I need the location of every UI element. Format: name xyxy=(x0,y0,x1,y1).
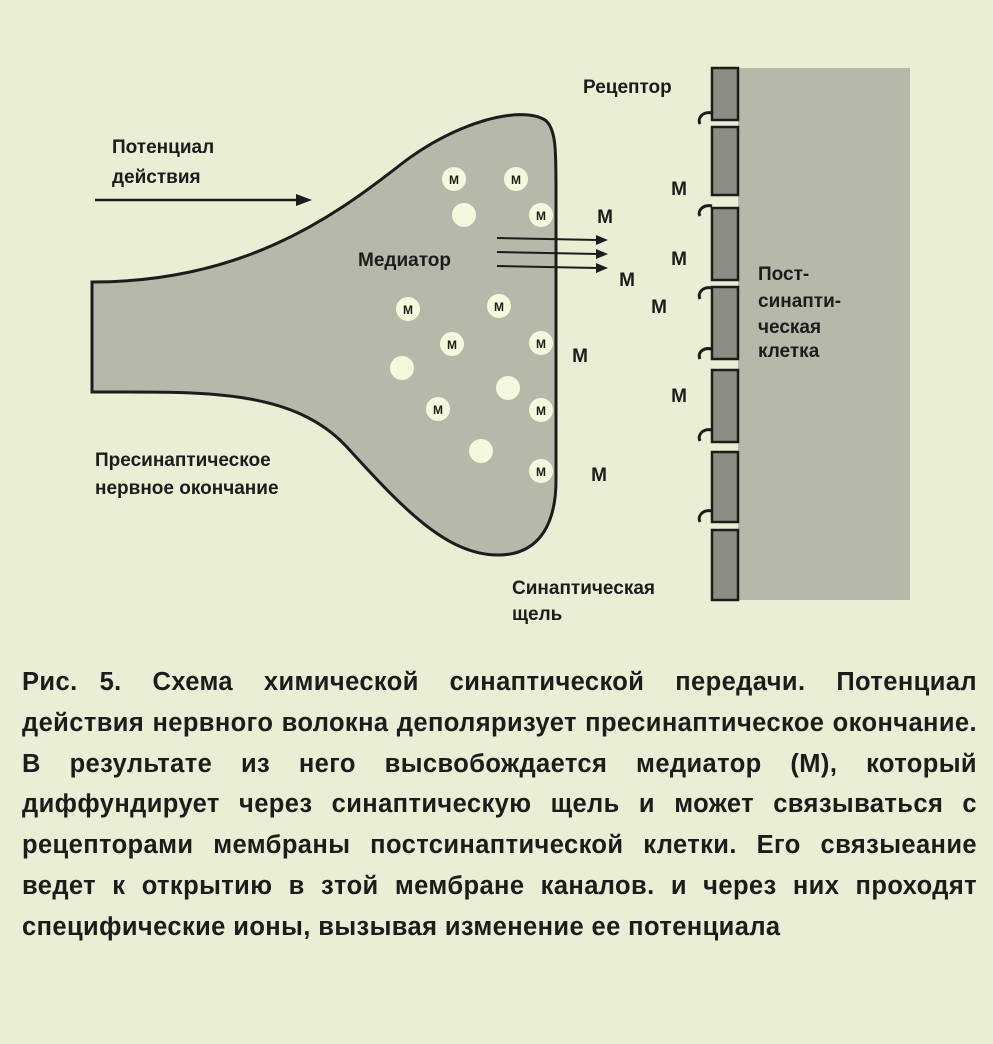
mediator-vesicle xyxy=(529,459,553,483)
receptors xyxy=(699,113,712,522)
cleft-label-line2: щель xyxy=(512,604,563,625)
bound-mediator: М xyxy=(671,249,687,270)
membrane-segment xyxy=(712,208,738,280)
action-potential-label-line1: Потенциал xyxy=(112,137,215,158)
postsynaptic-label-line2: синапти- xyxy=(758,291,842,312)
receptor-hook xyxy=(699,430,712,441)
receptor-hook xyxy=(699,349,712,359)
mediator-label: М xyxy=(494,300,504,314)
vesicle xyxy=(496,376,520,400)
figure-number: 5 xyxy=(99,668,115,696)
mediator-label: М xyxy=(511,173,521,187)
mediator-vesicle xyxy=(529,331,553,355)
receptor-hook xyxy=(699,206,712,216)
mediator-vesicle xyxy=(529,398,553,422)
mediator-label: М xyxy=(447,338,457,352)
mediator-label: М xyxy=(536,465,546,479)
mediator-vesicle xyxy=(396,297,420,321)
mediator-label: М xyxy=(449,173,459,187)
membrane-segment xyxy=(712,370,738,442)
postsynaptic-label-line4: клетка xyxy=(758,341,820,362)
mediator-vesicle xyxy=(440,332,464,356)
postsynaptic-label-line1: Пост- xyxy=(758,264,810,285)
postsynaptic-membrane xyxy=(712,68,738,600)
presynaptic-label-line1: Пресинаптическое xyxy=(95,450,271,471)
receptor-hook xyxy=(699,288,712,299)
mediator-vesicle xyxy=(426,397,450,421)
presynaptic-label-line2: нервное окончание xyxy=(95,478,279,499)
free-mediator: М xyxy=(651,297,667,318)
vesicle xyxy=(469,439,493,463)
cleft-label-line1: Синаптическая xyxy=(512,578,655,599)
receptor-hook xyxy=(699,511,712,522)
membrane-segment xyxy=(712,127,738,195)
mediator-vesicle xyxy=(442,167,466,191)
bound-mediator: М xyxy=(671,179,687,200)
free-mediator: М xyxy=(572,346,588,367)
receptor-hook xyxy=(699,113,712,124)
postsynaptic-label-line3: ческая xyxy=(758,317,822,338)
bound-mediator: М xyxy=(671,386,687,407)
caption-text: . Схема химической синаптической передачи. Потенциал действия нервного волокна деполяризует пресинаптическое окончание. В результате из него высвобождается медиатор (М), который диффундирует через синаптическую щель и может связываться с рецепторами мембраны постсинаптической клетки. Его связыеание ведет к открытию в зтой мембране каналов. и через них проходят специфические ионы, вызывая изменение ее потенциала xyxy=(22,668,977,941)
mediator-vesicle xyxy=(504,167,528,191)
action-potential-arrow xyxy=(95,194,312,206)
mediator-label: М xyxy=(536,209,546,223)
vesicle xyxy=(452,203,476,227)
mediator-vesicle xyxy=(487,294,511,318)
membrane-segment xyxy=(712,530,738,600)
free-mediator: М xyxy=(591,465,607,486)
free-mediators xyxy=(572,179,687,486)
free-mediator: М xyxy=(619,270,635,291)
free-mediator: М xyxy=(597,207,613,228)
action-potential-label-line2: действия xyxy=(112,167,201,188)
vesicle xyxy=(390,356,414,380)
figure-label: Рис. xyxy=(22,668,78,696)
mediator-label: М xyxy=(536,337,546,351)
mediator-label: М xyxy=(403,303,413,317)
membrane-segment xyxy=(712,452,738,522)
mediator-label: М xyxy=(536,404,546,418)
mediator-label: М xyxy=(433,403,443,417)
membrane-segment xyxy=(712,68,738,120)
figure-caption xyxy=(22,662,977,948)
mediator-vesicle xyxy=(529,203,553,227)
receptor-label: Рецептор xyxy=(583,77,672,98)
membrane-segment xyxy=(712,287,738,359)
mediator-label-text: Медиатор xyxy=(358,250,451,271)
